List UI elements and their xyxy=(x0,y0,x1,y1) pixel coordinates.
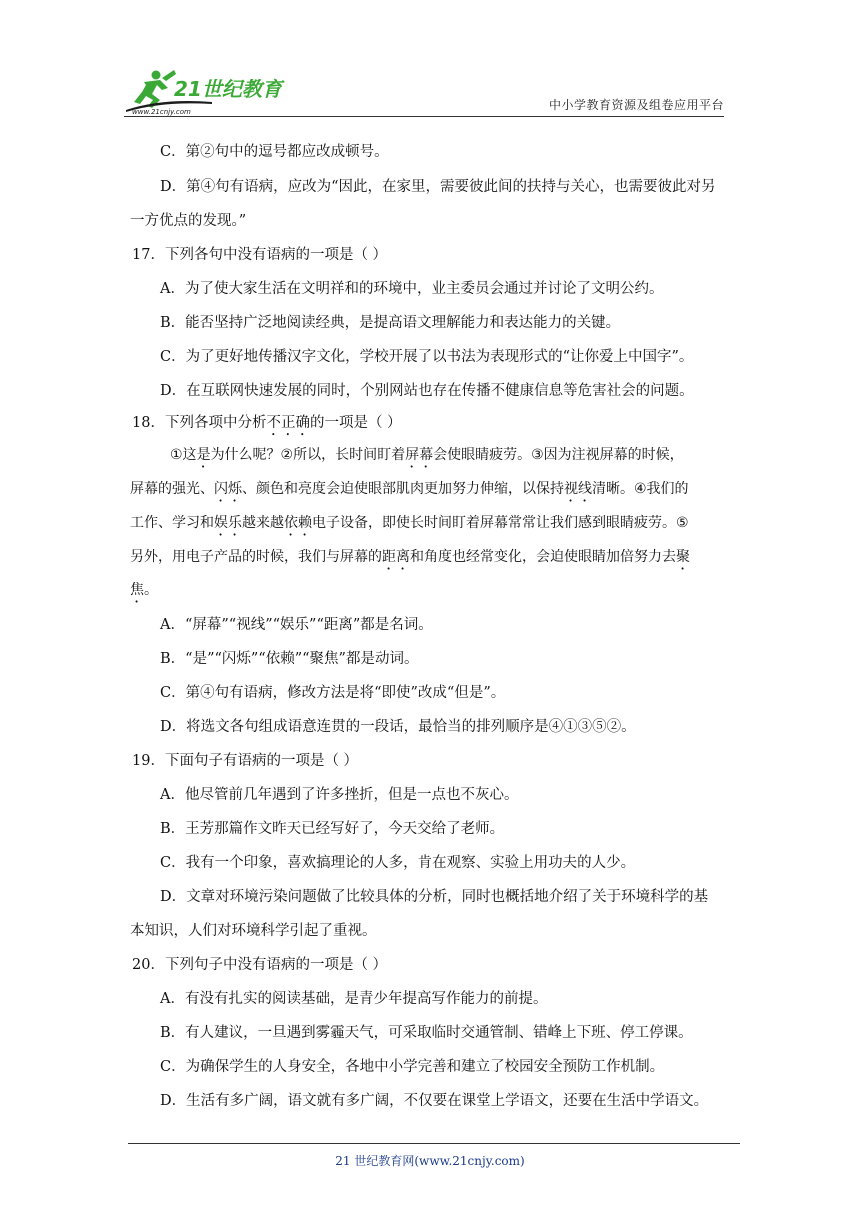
passage-emphasis: 依赖 xyxy=(284,515,312,531)
q19-option-c: C．我有一个印象，喜欢搞理论的人多，肯在观察、实验上用功夫的人少。 xyxy=(160,855,636,871)
option-c-prev: C．第②句中的逗号都应改成顿号。 xyxy=(160,144,389,160)
header-divider xyxy=(124,116,724,117)
q17-option-d: D．在互联网快速发展的同时，个别网站也存在传播不健康信息等危害社会的问题。 xyxy=(160,383,694,399)
footer-link[interactable]: 21 世纪教育网(www.21cnjy.com) xyxy=(335,1154,525,1168)
q17-option-c: C．为了更好地传播汉字文化，学校开展了以书法为表现形式的“让你爱上中国字”。 xyxy=(160,349,694,365)
page-header xyxy=(0,0,860,120)
passage-emphasis: 娱乐 xyxy=(214,515,242,531)
passage-text: 越来越 xyxy=(242,515,284,531)
logo-url: www.21cnjy.com xyxy=(132,108,191,116)
passage-emphasis: 距离 xyxy=(382,549,410,565)
q18-option-d: D．将选文各句组成语意连贯的一段话，最恰当的排列顺序是④①③⑤②。 xyxy=(160,719,636,735)
passage-text: 。 xyxy=(144,582,158,598)
question-19: 19．下面句子有语病的一项是（ ） xyxy=(132,753,359,769)
passage-line-1 xyxy=(170,445,684,471)
passage-emphasis: 是 xyxy=(196,447,211,463)
passage-text: 工作、学习和 xyxy=(130,515,214,531)
q18-option-a: A．“屏幕”“视线”“娱乐”“距离”都是名词。 xyxy=(160,617,433,633)
q18-option-c: C．第④句有语病，修改方法是将“即使”改成“但是”。 xyxy=(160,685,506,701)
q18-emphasis: 不正确 xyxy=(266,415,310,431)
q18-stem-post: 的一项是（ ） xyxy=(309,415,402,431)
q18-stem-pre: 18．下列各项中分析 xyxy=(132,415,267,431)
passage-emphasis: 焦 xyxy=(130,582,144,598)
q19-option-d: D．文章对环境污染问题做了比较具体的分析，同时也概括地介绍了关于环境科学的基 xyxy=(160,889,709,905)
q20-option-c: C．为确保学生的人身安全，各地中小学完善和建立了校园安全预防工作机制。 xyxy=(160,1059,665,1075)
passage-line-4 xyxy=(130,547,690,573)
passage-emphasis: 闪烁 xyxy=(214,481,242,497)
passage-line-3 xyxy=(130,513,689,539)
q19-option-a: A．他尽管前几年遇到了许多挫折，但是一点也不灰心。 xyxy=(160,787,519,803)
passage-text: 另外，用电子产品的时候，我们与屏幕的 xyxy=(130,549,382,565)
option-d-prev: D．第④句有语病，应改为“因此，在家里，需要彼此间的扶持与关心，也需要彼此对另 xyxy=(160,179,716,195)
passage-text: 为什么呢？②所以，长时间盯着 xyxy=(210,447,406,463)
q18-option-b: B．“是”“闪烁”“依赖”“聚焦”都是动词。 xyxy=(160,651,419,667)
q20-option-b: B．有人建议，一旦遇到雾霾天气，可采取临时交通管制、错峰上下班、停工停课。 xyxy=(160,1025,693,1041)
q20-option-d: D．生活有多广阔，语文就有多广阔，不仅要在课堂上学语文，还要在生活中学语文。 xyxy=(160,1093,709,1109)
q20-option-a: A．有没有扎实的阅读基础，是青少年提高写作能力的前提。 xyxy=(160,991,548,1007)
passage-text: 会使眼睛疲劳。③因为注视屏幕的时候， xyxy=(433,447,684,463)
passage-text: 和角度也经常变化，会迫使眼睛加倍努力去 xyxy=(410,549,676,565)
q17-option-a: A．为了使大家生活在文明祥和的环境中，业主委员会通过并讨论了文明公约。 xyxy=(160,281,664,297)
passage-emphasis: 视线 xyxy=(564,481,592,497)
passage-text: 屏幕的强光、 xyxy=(130,481,214,497)
footer-divider xyxy=(128,1143,740,1144)
logo-wordmark: 21世纪教育 xyxy=(174,77,282,101)
passage-text: ①这 xyxy=(170,447,197,463)
passage-text: 、颜色和亮度会迫使眼部肌肉更加努力伸缩，以保持 xyxy=(242,481,564,497)
passage-line-2 xyxy=(130,479,689,505)
question-18 xyxy=(132,413,402,439)
question-17: 17．下列各句中没有语病的一项是（ ） xyxy=(132,247,388,263)
q19-option-d-cont: 本知识，人们对环境科学引起了重视。 xyxy=(130,923,377,939)
option-d-prev-cont: 一方优点的发现。” xyxy=(130,213,247,229)
passage-line-5 xyxy=(130,580,158,606)
passage-emphasis: 屏幕 xyxy=(405,447,434,463)
passage-text: 电子设备，即使长时间盯着屏幕常常让我们感到眼睛疲劳。⑤ xyxy=(312,515,689,531)
platform-name: 中小学教育资源及组卷应用平台 xyxy=(548,98,724,112)
logo-graphic xyxy=(122,68,292,116)
question-20: 20．下列句子中没有语病的一项是（ ） xyxy=(132,957,388,973)
passage-text: 清晰。④我们的 xyxy=(592,481,689,497)
q17-option-b: B．能否坚持广泛地阅读经典，是提高语文理解能力和表达能力的关键。 xyxy=(160,315,621,331)
site-logo[interactable] xyxy=(122,68,292,116)
q19-option-b: B．王芳那篇作文昨天已经写好了，今天交给了老师。 xyxy=(160,821,505,837)
passage-emphasis: 聚 xyxy=(676,549,690,565)
